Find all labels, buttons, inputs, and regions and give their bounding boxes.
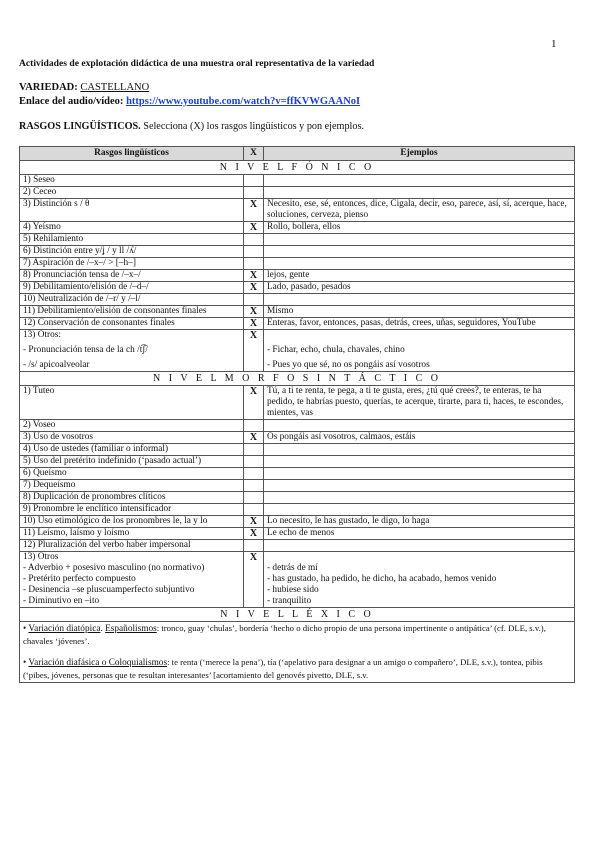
x-mark: X (244, 432, 264, 444)
x-mark: X (244, 306, 264, 318)
diatopic-text: : tronco, guay ‘chulas’, bordería ‘hecho o dicho propio de una persona impertinente o antipática’ (cf. DLE, s.v.), chavales ‘jóvenes’. (23, 623, 546, 646)
x-mark (244, 246, 264, 258)
table-row (20, 444, 575, 456)
example-item: - hubiese sido (267, 585, 319, 595)
x-mark (244, 480, 264, 492)
x-mark: X (244, 282, 264, 294)
table-row (20, 504, 575, 516)
instructions-heading: RASGOS LINGÜÍSTICOS. (19, 121, 141, 132)
examples-cell: Enteras, favor, entonces, pasas, detrás, crees, uñas, seguidores, YouTube (264, 318, 575, 330)
section-title: N I V E L L É X I C O (20, 608, 575, 622)
x-mark: X (244, 330, 264, 372)
espanolismos-label: Españolismos (105, 624, 157, 634)
x-mark (244, 187, 264, 199)
x-mark: X (244, 318, 264, 330)
table-row (20, 258, 575, 270)
table-row (20, 330, 575, 372)
table-row (20, 480, 575, 492)
table-row (20, 222, 575, 234)
table-row (20, 270, 575, 282)
feature-cell: 1) Seseo (20, 175, 244, 187)
x-mark (244, 468, 264, 480)
examples-cell (264, 330, 575, 372)
examples-cell (264, 294, 575, 306)
lexico-content (20, 622, 575, 683)
otros-item: - Diminutivo en –ito (23, 596, 100, 606)
examples-cell (264, 456, 575, 468)
x-mark: X (244, 516, 264, 528)
bullet: • (23, 658, 27, 668)
header-features: Rasgos lingüísticos (20, 147, 244, 161)
variety-label: VARIEDAD: (19, 82, 78, 93)
table-row (20, 294, 575, 306)
lexico-paragraph-1: • Variación diatópica. Españolismos: tronco, guay ‘chulas’, bordería ‘hecho o dicho propio de una persona impertinente o antipática’ (cf. DLE, s.v.), chavales ‘jóvenes’. (23, 623, 546, 646)
feature-cell: 7) Aspiración de /–x–/ > [–h–] (20, 258, 244, 270)
table-row (20, 540, 575, 552)
x-mark: X (244, 552, 264, 608)
feature-cell: 1) Tuteo (20, 386, 244, 420)
x-mark (244, 258, 264, 270)
table-row (20, 318, 575, 330)
feature-cell: 4) Yeísmo (20, 222, 244, 234)
bullet: • (23, 624, 27, 634)
examples-cell (264, 187, 575, 199)
feature-cell: 10) Uso etimológico de los pronombres le, la y lo (20, 516, 244, 528)
table-row (20, 552, 575, 608)
example-item: - Pues yo que sé, no os pongáis así vosotros (267, 360, 430, 370)
table-header-row (20, 147, 575, 161)
feature-cell: 2) Voseo (20, 420, 244, 432)
section-header-morfo (20, 372, 575, 386)
audio-link[interactable]: https://www.youtube.com/watch?v=ffKVWGAANoI (126, 96, 361, 107)
document-title: Actividades de explotación didáctica de una muestra oral representativa de la variedad (19, 58, 375, 69)
feature-cell (20, 330, 244, 372)
x-mark (244, 175, 264, 187)
x-mark: X (244, 528, 264, 540)
section-header-fonico (20, 161, 575, 175)
feature-cell: 2) Ceceo (20, 187, 244, 199)
table-row (20, 306, 575, 318)
instructions (19, 121, 364, 132)
table-row (20, 282, 575, 294)
x-mark (244, 294, 264, 306)
variety-line (19, 82, 149, 93)
section-title: N I V E L M O R F O S I N T Á C T I C O (20, 372, 575, 386)
otros-label: 13) Otros (23, 552, 59, 562)
feature-cell: 9) Pronombre le enclítico intensificador (20, 504, 244, 516)
feature-cell: 9) Debilitamiento/elisión de /–d–/ (20, 282, 244, 294)
feature-cell: 3) Uso de vosotros (20, 432, 244, 444)
examples-cell (264, 504, 575, 516)
feature-cell: 4) Uso de ustedes (familiar o informal) (20, 444, 244, 456)
table-row (20, 456, 575, 468)
feature-cell: 6) Queísmo (20, 468, 244, 480)
table-row (20, 492, 575, 504)
x-mark: X (244, 199, 264, 222)
feature-cell: 5) Rehilamiento (20, 234, 244, 246)
feature-cell: 7) Dequeísmo (20, 480, 244, 492)
table-row (20, 516, 575, 528)
x-mark (244, 444, 264, 456)
feature-cell: 3) Distinción s / θ (20, 199, 244, 222)
lexico-row (20, 622, 575, 683)
examples-cell (264, 468, 575, 480)
examples-cell (264, 258, 575, 270)
lexico-paragraph-2 (23, 656, 571, 682)
table-row (20, 528, 575, 540)
examples-cell (264, 444, 575, 456)
otros-item: - Pretérito perfecto compuesto (23, 574, 136, 584)
x-mark: X (244, 222, 264, 234)
fonico-otros (20, 330, 575, 372)
examples-cell (264, 175, 575, 187)
table-row (20, 199, 575, 222)
examples-cell (264, 480, 575, 492)
otros-item: - Adverbio + posesivo masculino (no normativo) (23, 563, 205, 573)
x-mark (244, 492, 264, 504)
page-number: 1 (551, 38, 557, 50)
diaphasic-label: Variación diafásica o Coloquialismos (28, 658, 168, 668)
x-mark (244, 540, 264, 552)
x-mark (244, 456, 264, 468)
table-row (20, 386, 575, 420)
examples-cell (264, 492, 575, 504)
table-row (20, 175, 575, 187)
fonico-section (20, 161, 575, 330)
diatopic-label: Variación diatópica (28, 624, 101, 634)
examples-cell (264, 420, 575, 432)
feature-cell: 11) Debilitamiento/elisión de consonantes finales (20, 306, 244, 318)
examples-cell: Tú, a ti te renta, te pega, a ti te gusta, eres, ¿tú qué crees?, te enteras, te ha pedido, te habrías puesto, querías, te acerque, tirarte, para ti, haces, te escondes, mientes, vas (264, 386, 575, 420)
features-table (19, 146, 575, 683)
x-mark (244, 234, 264, 246)
examples-cell: Lo necesito, le has gustado, le digo, lo haga (264, 516, 575, 528)
examples-cell: Le echo de menos (264, 528, 575, 540)
table-row (20, 187, 575, 199)
morfo-otros (20, 552, 575, 608)
audio-link-line (19, 96, 360, 107)
feature-cell: 8) Pronunciación tensa de /–x–/ (20, 270, 244, 282)
feature-cell: 12) Conservación de consonantes finales (20, 318, 244, 330)
otros-item: - Pronunciación tensa de la ch /t͡ʃ/ (23, 345, 148, 355)
x-mark (244, 420, 264, 432)
table-row (20, 234, 575, 246)
instructions-text: Selecciona (X) los rasgos lingüísticos y pon ejemplos. (140, 121, 364, 132)
header-x: X (244, 147, 264, 161)
variety-value: CASTELLANO (80, 82, 150, 93)
feature-cell: 5) Uso del pretérito indefinido (‘pasado actual’) (20, 456, 244, 468)
examples-cell: Mismo (264, 306, 575, 318)
example-item: - tranquilito (267, 596, 312, 606)
x-mark (244, 504, 264, 516)
x-mark: X (244, 386, 264, 420)
table-row (20, 468, 575, 480)
feature-cell (20, 552, 244, 608)
examples-cell: Rollo, bollera, ellos (264, 222, 575, 234)
otros-label: 13) Otros: (23, 330, 61, 340)
audio-link-label: Enlace del audio/vídeo: (19, 96, 124, 107)
examples-cell (264, 234, 575, 246)
otros-item: - Desinencia –se pluscuamperfecto subjuntivo (23, 585, 195, 595)
examples-cell: Lado, pasado, pesados (264, 282, 575, 294)
example-item: - Fichar, echo, chula, chavales, chino (267, 345, 405, 355)
table-row (20, 246, 575, 258)
header-examples: Ejemplos (264, 147, 575, 161)
feature-cell: 6) Distinción entre y/ʝ / y ll /ʎ/ (20, 246, 244, 258)
examples-cell (264, 540, 575, 552)
feature-cell: 8) Duplicación de pronombres clíticos (20, 492, 244, 504)
feature-cell: 10) Neutralización de /–r/ y /–l/ (20, 294, 244, 306)
example-item: - detrás de mí (267, 563, 318, 573)
diaphasic-text: : te renta (‘merece la pena’), tía (‘apelativo para designar a un amigo o compañero’, DLE, s.v.), tontea, pibis (‘pibes, jóvenes, personas que te resultan interesantes’ [acortamiento del genovés pivetto, DLE, s.v. (23, 657, 543, 680)
x-mark: X (244, 270, 264, 282)
section-header-lexico (20, 608, 575, 622)
examples-cell: Necesito, ese, sé, entonces, dice, Cigala, decir, eso, parece, así, sí, acerque, hace, soluciones, cerveza, pienso (264, 199, 575, 222)
lexico-section (20, 608, 575, 683)
feature-cell: 11) Leísmo, laísmo y loísmo (20, 528, 244, 540)
feature-cell: 12) Pluralización del verbo haber impersonal (20, 540, 244, 552)
table-row (20, 420, 575, 432)
examples-cell (264, 552, 575, 608)
examples-cell: Os pongáis así vosotros, calmaos, estáis (264, 432, 575, 444)
example-item: - has gustado, ha pedido, he dicho, ha acabado, hemos venido (267, 574, 497, 584)
morfo-section (20, 372, 575, 552)
section-title: N I V E L F Ó N I C O (20, 161, 575, 175)
table-row (20, 432, 575, 444)
examples-cell: lejos, gente (264, 270, 575, 282)
otros-item: - /s/ apicoalveolar (23, 360, 90, 370)
examples-cell (264, 246, 575, 258)
